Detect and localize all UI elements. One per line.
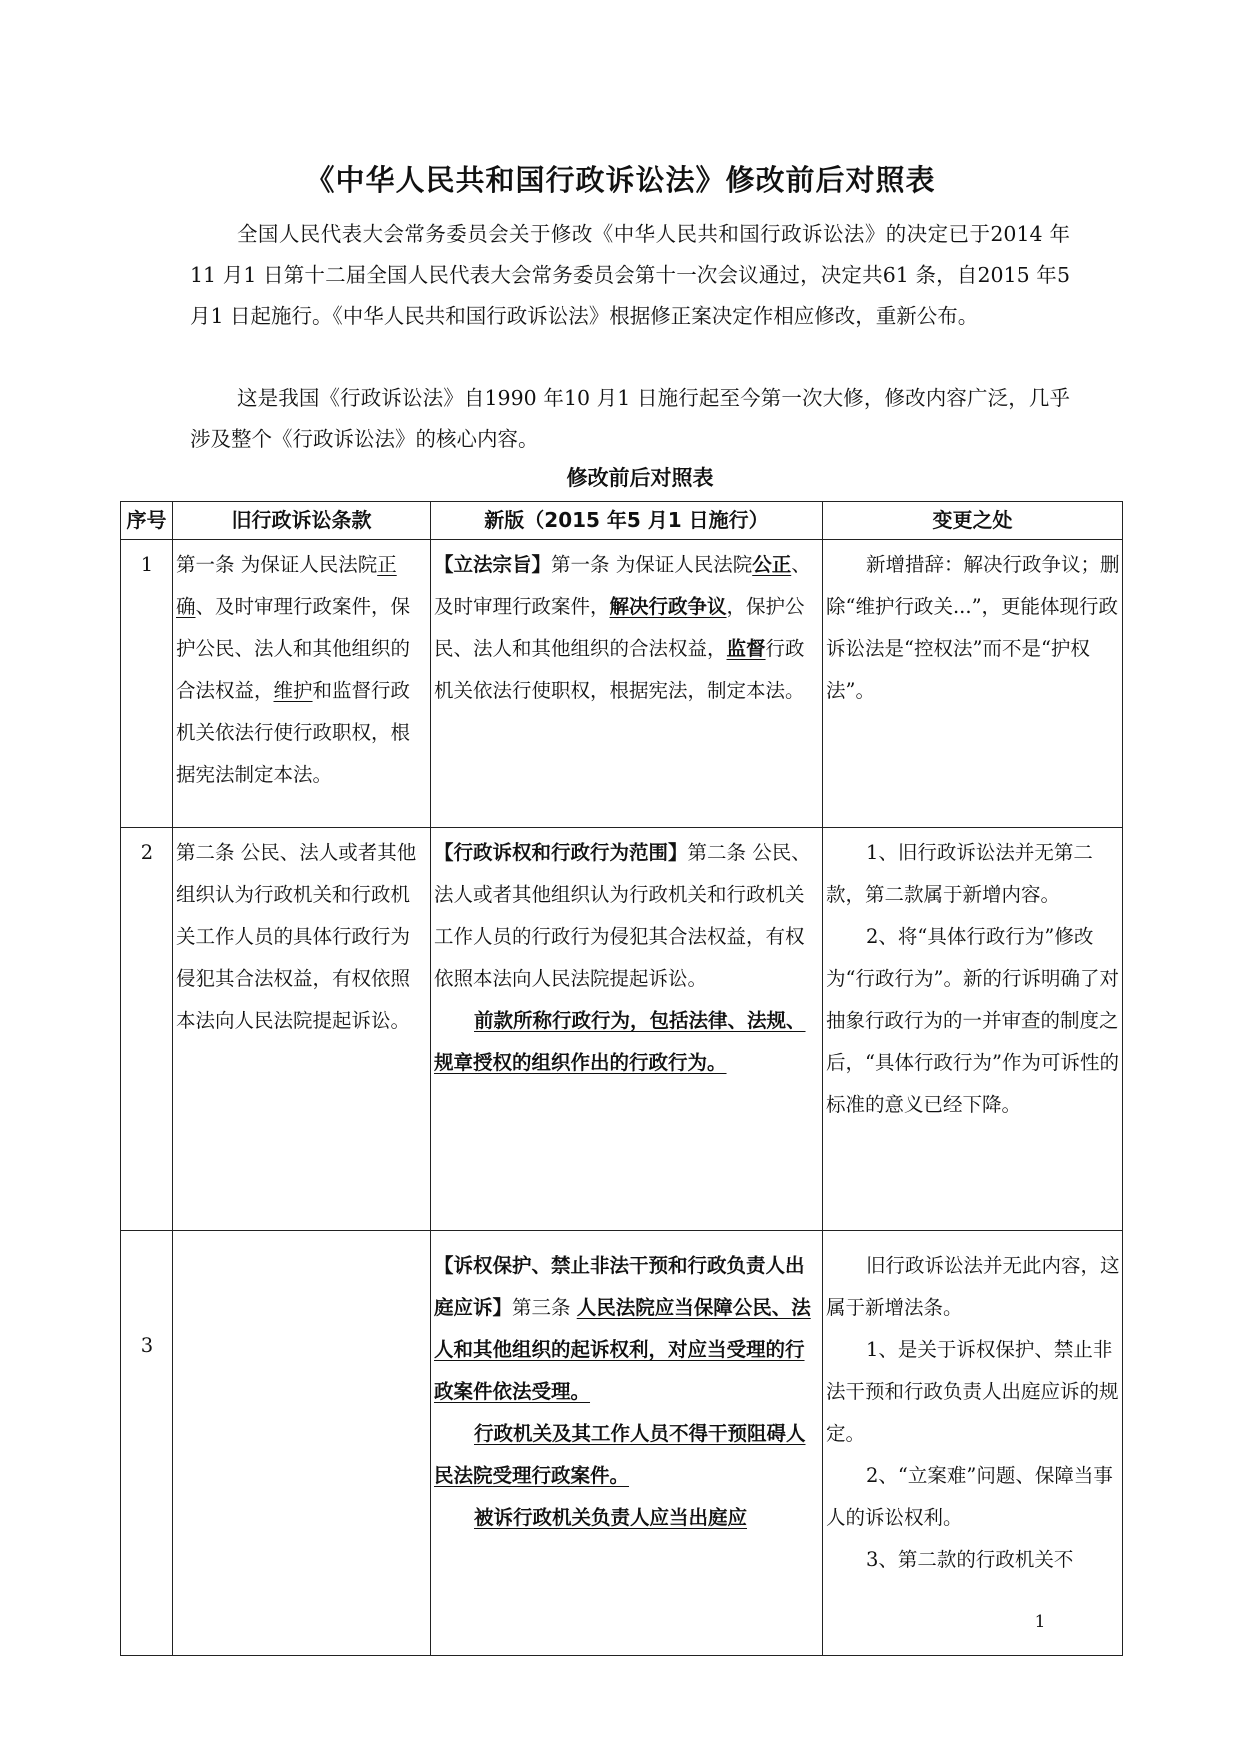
changes-text: 2、将“具体行政行为”修改为“行政行为”。新的行诉明确了对抽象行政行为的一并审查的制度之后，“具体行政行为”作为可诉性的标准的意义已经下降。	[826, 925, 1119, 1116]
old-clause-text	[176, 544, 428, 796]
changes-cell	[823, 540, 1123, 828]
new-clause-cell	[431, 828, 823, 1231]
changes-text: 1、是关于诉权保护、禁止非法干预和行政负责人出庭应诉的规定。	[826, 1338, 1119, 1445]
table-row	[121, 540, 1123, 828]
changes-cell	[823, 1231, 1123, 1656]
header-old-clause: 旧行政诉讼条款	[173, 502, 431, 540]
document-title: 《中华人民共和国行政诉讼法》修改前后对照表	[305, 163, 936, 197]
header-changes: 变更之处	[823, 502, 1123, 540]
article-heading: 【诉权保护、禁止非法干预和行政负责人出庭应诉】	[434, 1254, 805, 1319]
new-clause-text	[434, 832, 820, 1000]
text-span: 、及时审理行政案件，保护公民、法人和其他组织的合法权益，	[176, 595, 411, 702]
table-header-row	[121, 502, 1123, 540]
row-number: 3	[121, 1231, 173, 1656]
changes-text: 新增措辞：解决行政争议；删除“维护行政关...”，更能体现行政诉讼法是“控权法”而不是“护权法”。	[826, 553, 1120, 702]
text-span: 、及时审理行政案件，	[434, 553, 811, 618]
changed-text: 人民法院应当保障公民、法人和其他组织的起诉权利，对应当受理的行政案件依法受理。	[434, 1296, 811, 1403]
row-number: 1	[121, 540, 173, 828]
intro-paragraph-1: 全国人民代表大会常务委员会关于修改《中华人民共和国行政诉讼法》的决定已于2014 年11 月1 日第十二届全国人民代表大会常务委员会第十一次会议通过，决定共61 条，自2015 年5 月1 日起施行。《中华人民共和国行政诉讼法》根据修正案决定作相应修改，重新公布。	[190, 222, 1070, 328]
text-span: 行政机关依法行使职权，根据宪法，制定本法。	[434, 637, 805, 702]
article-heading: 【立法宗旨】	[434, 553, 552, 576]
old-clause-cell	[173, 828, 431, 1231]
new-clause-text	[434, 544, 820, 712]
text-span: 第一条 为保证人民法院	[551, 553, 753, 576]
new-clause-cell	[431, 540, 823, 828]
old-clause-cell	[173, 540, 431, 828]
new-paragraph-added: 行政机关及其工作人员不得干预阻碍人民法院受理行政案件。	[434, 1422, 806, 1487]
text-span: 第二条 公民、法人或者其他组织认为行政机关和行政机关工作人员的行政行为侵犯其合法权益，有权依照本法向人民法院提起诉讼。	[434, 841, 811, 990]
text-span: 第一条 为保证人民法院	[176, 553, 378, 576]
underlined-text: 正确	[176, 553, 397, 618]
table-caption: 修改前后对照表	[566, 466, 714, 490]
changes-text: 3、第二款的行政机关不	[866, 1548, 1074, 1571]
comparison-table	[120, 501, 1123, 1656]
intro-paragraph-2: 这是我国《行政诉讼法》自1990 年10 月1 日施行起至今第一次大修，修改内容广泛，几乎涉及整个《行政诉讼法》的核心内容。	[190, 386, 1070, 451]
page-number: 1	[1034, 1612, 1046, 1632]
text-span: 和监督行政机关依法行使行政职权，根据宪法制定本法。	[176, 679, 411, 786]
table-row	[121, 828, 1123, 1231]
header-no: 序号	[121, 502, 173, 540]
underlined-text: 维护	[273, 679, 313, 702]
table-row	[121, 1231, 1123, 1656]
article-heading: 【行政诉权和行政行为范围】	[434, 841, 688, 864]
changed-text: 监督	[726, 637, 766, 660]
new-paragraph-added: 被诉行政机关负责人应当出庭应	[474, 1506, 748, 1529]
changed-text: 解决行政争议	[609, 595, 727, 618]
new-clause-cell	[431, 1231, 823, 1656]
new-paragraph-added: 前款所称行政行为，包括法律、法规、规章授权的组织作出的行政行为。	[434, 1009, 806, 1074]
changes-text: 1、旧行政诉讼法并无第二款，第二款属于新增内容。	[826, 841, 1093, 906]
text-span: 第三条	[512, 1296, 577, 1319]
old-clause-cell	[173, 1231, 431, 1656]
changes-cell	[823, 828, 1123, 1231]
header-new-clause: 新版（2015 年5 月1 日施行）	[431, 502, 823, 540]
new-clause-text	[434, 1245, 820, 1413]
changed-text: 公正	[752, 553, 792, 576]
text-span: ，保护公民、法人和其他组织的合法权益，	[434, 595, 805, 660]
row-number: 2	[121, 828, 173, 1231]
changes-text: 2、“立案难”问题、保障当事人的诉讼权利。	[826, 1464, 1113, 1529]
changes-text: 旧行政诉讼法并无此内容，这属于新增法条。	[826, 1254, 1120, 1319]
old-clause-text: 第二条 公民、法人或者其他组织认为行政机关和行政机关工作人员的具体行政行为侵犯其合法权益，有权依照本法向人民法院提起诉讼。	[176, 841, 417, 1032]
